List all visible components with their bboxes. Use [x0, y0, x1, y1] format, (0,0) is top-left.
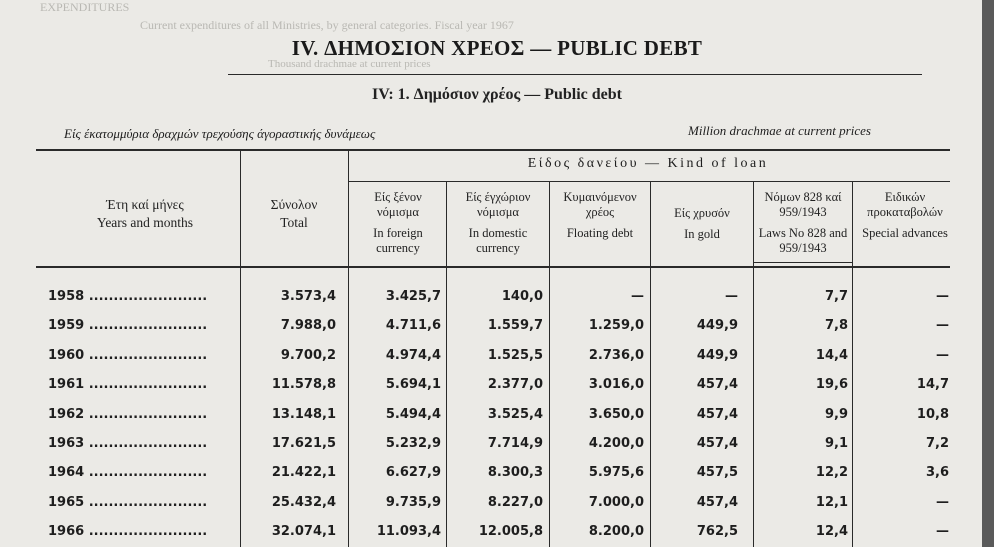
total-cell: 9.700,2 — [280, 347, 336, 363]
domestic-cell: 1.559,7 — [487, 318, 543, 334]
laws-cell: 9,1 — [824, 436, 848, 451]
total-cell: 25.432,4 — [271, 494, 336, 510]
foreign-cell: 11.093,4 — [376, 524, 441, 540]
floating-cell: 8.200,0 — [588, 524, 644, 540]
table-row — [0, 428, 994, 458]
year-cell: 1960 ........................ — [48, 347, 208, 363]
year-cell: 1964 ........................ — [48, 465, 208, 481]
special-header-greek: Ειδικών προκαταβολών — [867, 190, 943, 219]
floating-cell: 7.000,0 — [588, 494, 644, 510]
header-underscore — [754, 262, 852, 263]
floating-cell: 1.259,0 — [588, 318, 644, 334]
floating-cell: 3.016,0 — [588, 377, 644, 393]
foreign-cell: 3.425,7 — [385, 289, 441, 304]
special-cell: — — [936, 494, 949, 510]
total-cell: 3.573,4 — [280, 289, 336, 304]
domestic-cell: 3.525,4 — [487, 406, 543, 422]
table-row — [0, 340, 994, 370]
year-cell: 1963 ........................ — [48, 436, 208, 451]
table-title: IV: 1. Δημόσιον χρέος — Public debt — [372, 86, 622, 103]
domestic-currency-column-header — [450, 190, 546, 256]
gold-cell: — — [725, 289, 738, 304]
gold-cell: 449,9 — [696, 347, 738, 363]
special-cell: 14,7 — [916, 377, 949, 393]
special-cell: 10,8 — [916, 406, 949, 422]
laws-cell: 12,1 — [815, 494, 848, 510]
foreign-cell: 6.627,9 — [385, 465, 441, 481]
table-row — [0, 281, 994, 311]
total-cell: 11.578,8 — [271, 377, 336, 393]
domestic-cell: 2.377,0 — [487, 377, 543, 393]
year-cell: 1961 ........................ — [48, 377, 208, 393]
year-column-header — [60, 196, 230, 232]
laws-column-header — [756, 190, 850, 256]
floating-header-english: Floating debt — [566, 226, 634, 240]
gold-column-header — [654, 206, 750, 242]
table-row — [0, 487, 994, 517]
foreign-header-greek: Είς ξένον νόμισμα — [374, 190, 422, 219]
unit-note-greek: Είς έκατομμύρια δραχμών τρεχούσης άγοραστικής δυνάμεως — [64, 126, 376, 141]
laws-header-english: Laws No 828 and 959/1943 — [758, 226, 848, 255]
foreign-currency-column-header — [355, 190, 441, 256]
foreign-cell: 5.694,1 — [385, 377, 441, 393]
table-row — [0, 457, 994, 487]
foreign-cell: 4.711,6 — [385, 318, 441, 334]
gold-cell: 457,4 — [696, 494, 738, 510]
table-row — [0, 399, 994, 429]
domestic-cell: 7.714,9 — [487, 436, 543, 451]
total-cell: 7.988,0 — [280, 318, 336, 334]
page-edge-shadow — [982, 0, 994, 547]
year-header-greek: Έτη καί μήνες — [106, 197, 184, 212]
domestic-cell: 1.525,5 — [487, 347, 543, 363]
header-bottom-rule — [36, 266, 950, 268]
domestic-header-english: In domestic currency — [468, 226, 528, 255]
title-rule — [228, 74, 922, 75]
floating-cell: 5.975,6 — [588, 465, 644, 481]
bleed-through-line: Current expenditures of all Ministries, by general categories. Fiscal year 1967 — [140, 18, 514, 32]
domestic-cell: 8.300,3 — [487, 465, 543, 481]
domestic-cell: 8.227,0 — [487, 494, 543, 510]
domestic-cell: 12.005,8 — [478, 524, 543, 540]
foreign-cell: 5.494,4 — [385, 406, 441, 422]
kind-of-loan-heading: Είδος δανείου — Kind of loan — [527, 156, 769, 171]
special-cell: 7,2 — [925, 436, 949, 451]
domestic-cell: 140,0 — [501, 289, 543, 304]
special-cell: — — [936, 524, 949, 540]
table-row — [0, 310, 994, 340]
special-cell: 3,6 — [925, 465, 949, 481]
year-header-english: Years and months — [96, 215, 194, 230]
special-cell: — — [936, 318, 949, 334]
foreign-cell: 9.735,9 — [385, 494, 441, 510]
year-cell: 1966 ........................ — [48, 524, 208, 540]
gold-cell: 457,4 — [696, 406, 738, 422]
laws-cell: 14,4 — [815, 347, 848, 363]
year-cell: 1962 ........................ — [48, 406, 208, 422]
total-header-english: Total — [280, 215, 308, 230]
gold-cell: 449,9 — [696, 318, 738, 334]
bleed-through-heading: EXPENDITURES — [40, 0, 130, 14]
floating-cell: 3.650,0 — [588, 406, 644, 422]
special-cell: — — [936, 289, 949, 304]
total-column-header — [244, 196, 344, 232]
table-row — [0, 516, 994, 546]
foreign-cell: 5.232,9 — [385, 436, 441, 451]
laws-header-greek: Νόμων 828 καί 959/1943 — [764, 190, 842, 219]
gold-cell: 457,4 — [696, 377, 738, 393]
floating-cell: 2.736,0 — [588, 347, 644, 363]
bleed-through-line: Thousand drachmae at current prices — [268, 58, 431, 70]
gold-cell: 457,4 — [696, 436, 738, 451]
page-title: IV. ΔΗΜΟΣΙΟΝ ΧΡΕΟΣ — PUBLIC DEBT — [291, 36, 703, 60]
floating-header-greek: Κυμαινόμενον χρέος — [563, 190, 637, 219]
gold-header-greek: Είς χρυσόν — [674, 206, 730, 220]
table-row — [0, 369, 994, 399]
kind-of-loan-rule — [348, 181, 950, 182]
year-cell: 1959 ........................ — [48, 318, 208, 334]
floating-cell: 4.200,0 — [588, 436, 644, 451]
total-cell: 32.074,1 — [271, 524, 336, 540]
total-header-greek: Σύνολον — [270, 197, 318, 212]
total-cell: 13.148,1 — [271, 406, 336, 422]
laws-cell: 12,2 — [815, 465, 848, 481]
laws-cell: 7,8 — [824, 318, 848, 334]
foreign-header-english: In foreign currency — [373, 226, 423, 255]
year-cell: 1965 ........................ — [48, 494, 208, 510]
laws-cell: 9,9 — [824, 406, 848, 422]
total-cell: 17.621,5 — [271, 436, 336, 451]
gold-cell: 762,5 — [696, 524, 738, 540]
special-cell: — — [936, 347, 949, 363]
year-cell: 1958 ........................ — [48, 289, 208, 304]
unit-note-english: Million drachmae at current prices — [688, 123, 871, 138]
special-advances-column-header — [855, 190, 955, 241]
gold-header-english: In gold — [684, 227, 720, 241]
laws-cell: 7,7 — [824, 289, 848, 304]
gold-cell: 457,5 — [696, 465, 738, 481]
laws-cell: 19,6 — [815, 377, 848, 393]
special-header-english: Special advances — [862, 226, 948, 240]
total-cell: 21.422,1 — [271, 465, 336, 481]
laws-cell: 12,4 — [815, 524, 848, 540]
header-top-rule — [36, 149, 950, 151]
foreign-cell: 4.974,4 — [385, 347, 441, 363]
domestic-header-greek: Είς έγχώριον νόμισμα — [465, 190, 531, 219]
floating-cell: — — [631, 289, 644, 304]
floating-debt-column-header — [553, 190, 647, 241]
